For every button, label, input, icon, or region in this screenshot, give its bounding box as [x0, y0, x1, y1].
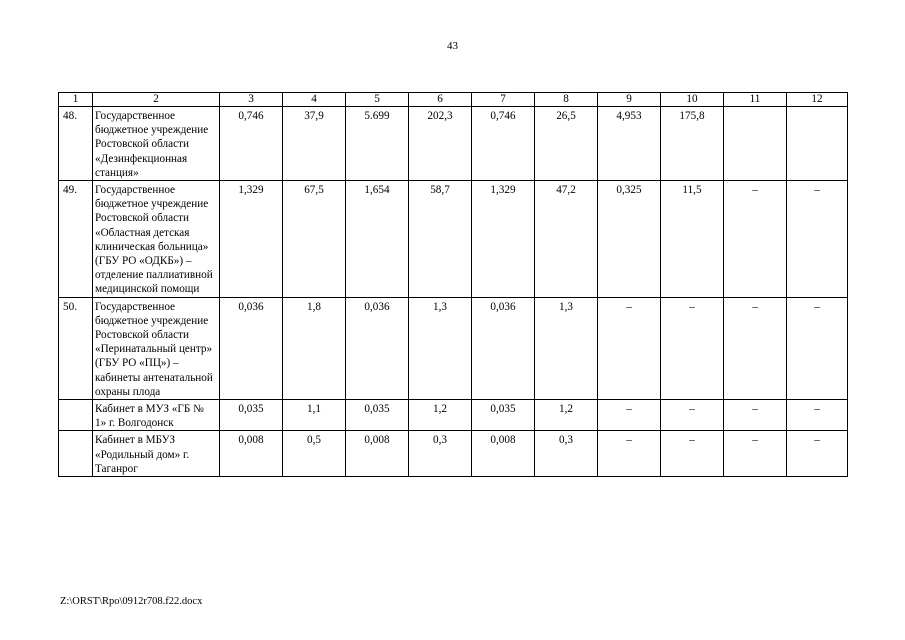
institution-name: Государственное бюджетное учреждение Ростовской области «Дезинфекционная станция» [93, 107, 220, 181]
row-number: 49. [59, 181, 93, 298]
institution-name: Кабинет в МУЗ «ГБ № 1» г. Волгодонск [93, 400, 220, 431]
value-cell-col-10: – [661, 431, 724, 477]
value-cell-col-3: 0,746 [220, 107, 283, 181]
row-number: 48. [59, 107, 93, 181]
page-number: 43 [447, 40, 458, 52]
value-cell-col-3: 0,035 [220, 400, 283, 431]
value-cell-col-5: 1,654 [346, 181, 409, 298]
value-cell-col-9: 0,325 [598, 181, 661, 298]
value-cell-col-9: 4,953 [598, 107, 661, 181]
column-header-8: 8 [535, 93, 598, 107]
column-header-1: 1 [59, 93, 93, 107]
value-cell-col-4: 0,5 [283, 431, 346, 477]
value-cell-col-5: 0,035 [346, 400, 409, 431]
value-cell-col-3: 0,036 [220, 297, 283, 399]
value-cell-col-8: 47,2 [535, 181, 598, 298]
column-header-10: 10 [661, 93, 724, 107]
column-header-2: 2 [93, 93, 220, 107]
table-row [59, 107, 848, 181]
institution-name: Государственное бюджетное учреждение Ростовской области «Областная детская клиническая больница» (ГБУ РО «ОДКБ») – отделение паллиативной медицинской помощи [93, 181, 220, 298]
column-header-6: 6 [409, 93, 472, 107]
value-cell-col-11: – [724, 400, 787, 431]
value-cell-col-6: 202,3 [409, 107, 472, 181]
column-header-12: 12 [787, 93, 848, 107]
value-cell-col-5: 0,036 [346, 297, 409, 399]
table-row [59, 431, 848, 477]
value-cell-col-11: – [724, 431, 787, 477]
value-cell-col-6: 0,3 [409, 431, 472, 477]
value-cell-col-12: – [787, 297, 848, 399]
value-cell-col-11: – [724, 297, 787, 399]
column-header-3: 3 [220, 93, 283, 107]
value-cell-col-3: 0,008 [220, 431, 283, 477]
value-cell-col-8: 1,2 [535, 400, 598, 431]
value-cell-col-10: – [661, 297, 724, 399]
file-path: Z:\ORST\Rpo\0912r708.f22.docx [60, 596, 203, 607]
value-cell-col-10: 11,5 [661, 181, 724, 298]
column-header-9: 9 [598, 93, 661, 107]
value-cell-col-12: – [787, 431, 848, 477]
value-cell-col-5: 0,008 [346, 431, 409, 477]
value-cell-col-8: 26,5 [535, 107, 598, 181]
row-number: 50. [59, 297, 93, 399]
value-cell-col-7: 1,329 [472, 181, 535, 298]
value-cell-col-4: 37,9 [283, 107, 346, 181]
value-cell-col-9: – [598, 400, 661, 431]
column-header-5: 5 [346, 93, 409, 107]
table-body [59, 107, 848, 477]
value-cell-col-10: – [661, 400, 724, 431]
value-cell-col-10: 175,8 [661, 107, 724, 181]
value-cell-col-8: 1,3 [535, 297, 598, 399]
value-cell-col-4: 1,1 [283, 400, 346, 431]
column-header-4: 4 [283, 93, 346, 107]
value-cell-col-8: 0,3 [535, 431, 598, 477]
value-cell-col-4: 1,8 [283, 297, 346, 399]
value-cell-col-12: – [787, 400, 848, 431]
value-cell-col-5: 5.699 [346, 107, 409, 181]
value-cell-col-6: 1,2 [409, 400, 472, 431]
table-row [59, 297, 848, 399]
value-cell-col-3: 1,329 [220, 181, 283, 298]
value-cell-col-6: 58,7 [409, 181, 472, 298]
value-cell-col-4: 67,5 [283, 181, 346, 298]
table-row [59, 400, 848, 431]
column-header-11: 11 [724, 93, 787, 107]
institution-name: Государственное бюджетное учреждение Ростовской области «Перинатальный центр» (ГБУ РО «ПЦ») – кабинеты антенатальной охраны плода [93, 297, 220, 399]
value-cell-col-7: 0,036 [472, 297, 535, 399]
header-row [59, 93, 848, 107]
table-row [59, 181, 848, 298]
value-cell-col-7: 0,746 [472, 107, 535, 181]
value-cell-col-7: 0,035 [472, 400, 535, 431]
institution-name: Кабинет в МБУЗ «Родильный дом» г. Таганрог [93, 431, 220, 477]
value-cell-col-12 [787, 107, 848, 181]
value-cell-col-9: – [598, 297, 661, 399]
row-number [59, 400, 93, 431]
value-cell-col-12: – [787, 181, 848, 298]
value-cell-col-9: – [598, 431, 661, 477]
column-header-7: 7 [472, 93, 535, 107]
value-cell-col-7: 0,008 [472, 431, 535, 477]
row-number [59, 431, 93, 477]
value-cell-col-11: – [724, 181, 787, 298]
data-table [58, 92, 848, 477]
value-cell-col-6: 1,3 [409, 297, 472, 399]
value-cell-col-11 [724, 107, 787, 181]
